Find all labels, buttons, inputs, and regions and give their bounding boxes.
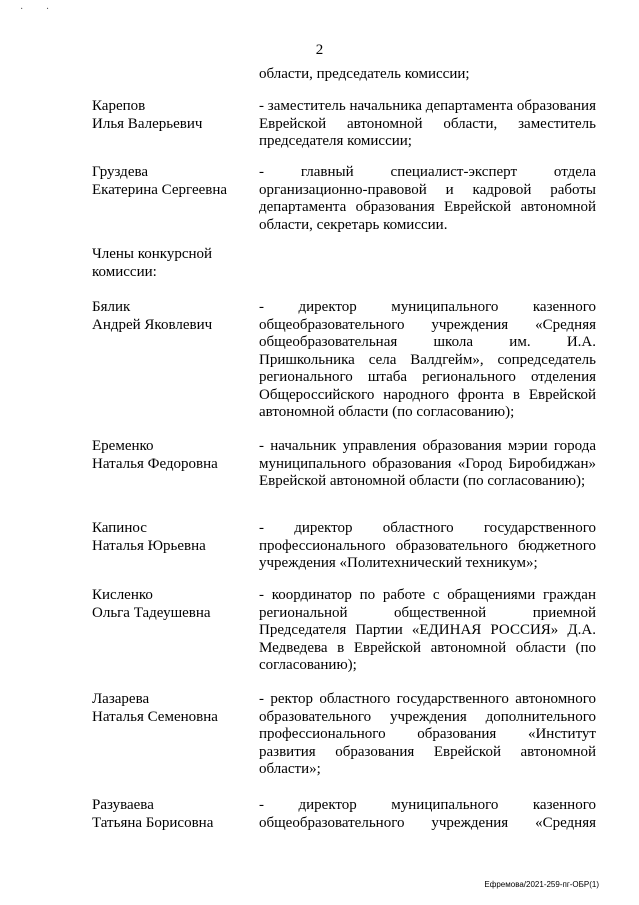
- person-name: [92, 438, 218, 473]
- surname: Лазарева: [92, 691, 150, 707]
- given-names: Ольга Тадеушевна: [92, 604, 211, 621]
- page-number: 2: [315, 42, 324, 58]
- person-name: [92, 797, 213, 832]
- surname: Разуваева: [92, 797, 154, 813]
- surname: Кисленко: [92, 587, 153, 603]
- person-name: [92, 587, 211, 622]
- person-role: - директор муниципального казенного общеобразовательного учреждения «Средняя общеобразовательная школа им. И.А. Пришкольника села Валдгейм», сопредседатель регионального штаба регионального отделения Общероссийского народного фронта в Еврейской автономной области (по согласованию);: [259, 299, 596, 420]
- scan-marks: · ·: [20, 4, 60, 15]
- members-heading-line: комиссии:: [92, 263, 157, 280]
- person-role: - заместитель начальника департамента образования Еврейской автономной области, заместитель председателя комиссии;: [259, 98, 596, 149]
- person-role: - директор муниципального казенного общеобразовательного учреждения «Средняя: [259, 797, 596, 831]
- given-names: Татьяна Борисовна: [92, 814, 214, 831]
- person-name: [92, 164, 227, 199]
- given-names: Наталья Юрьевна: [92, 537, 206, 554]
- person-role: - ректор областного государственного автономного образовательного учреждения дополнительного профессионального образования «Институт развития образования Еврейской автономной области»;: [259, 691, 596, 777]
- members-heading-line: Члены конкурсной: [92, 246, 213, 262]
- person-name: [92, 691, 218, 726]
- given-names: Наталья Федоровна: [92, 455, 218, 472]
- given-names: Илья Валерьевич: [92, 115, 203, 132]
- surname: Бялик: [92, 299, 131, 315]
- given-names: Наталья Семеновна: [92, 708, 218, 725]
- given-names: Андрей Яковлевич: [92, 316, 213, 333]
- surname: Карепов: [92, 98, 146, 114]
- person-role: - главный специалист-эксперт отдела организационно-правовой и кадровой работы департамента образования Еврейской автономной области, секретарь комиссии.: [259, 164, 596, 233]
- continuation-line: области, председатель комиссии;: [259, 66, 470, 82]
- document-reference: Ефремова/2021-259-пг-ОБР(1): [484, 880, 599, 889]
- members-heading: [92, 246, 212, 281]
- surname: Груздева: [92, 164, 149, 180]
- given-names: Екатерина Сергеевна: [92, 181, 228, 198]
- person-name: [92, 299, 212, 334]
- surname: Капинос: [92, 520, 147, 536]
- person-name: [92, 98, 202, 133]
- surname: Еременко: [92, 438, 154, 454]
- person-name: [92, 520, 206, 555]
- person-role: - координатор по работе с обращениями граждан региональной общественной приемной Председателя Партии «ЕДИНАЯ РОССИЯ» Д.А. Медведева в Еврейской автономной области (по согласованию);: [259, 587, 596, 673]
- person-role: - директор областного государственного профессионального образовательного бюджетного учреждения «Политехнический техникум»;: [259, 520, 596, 571]
- person-role: - начальник управления образования мэрии города муниципального образования «Город Биробиджан» Еврейской автономной области (по согласованию);: [259, 438, 596, 489]
